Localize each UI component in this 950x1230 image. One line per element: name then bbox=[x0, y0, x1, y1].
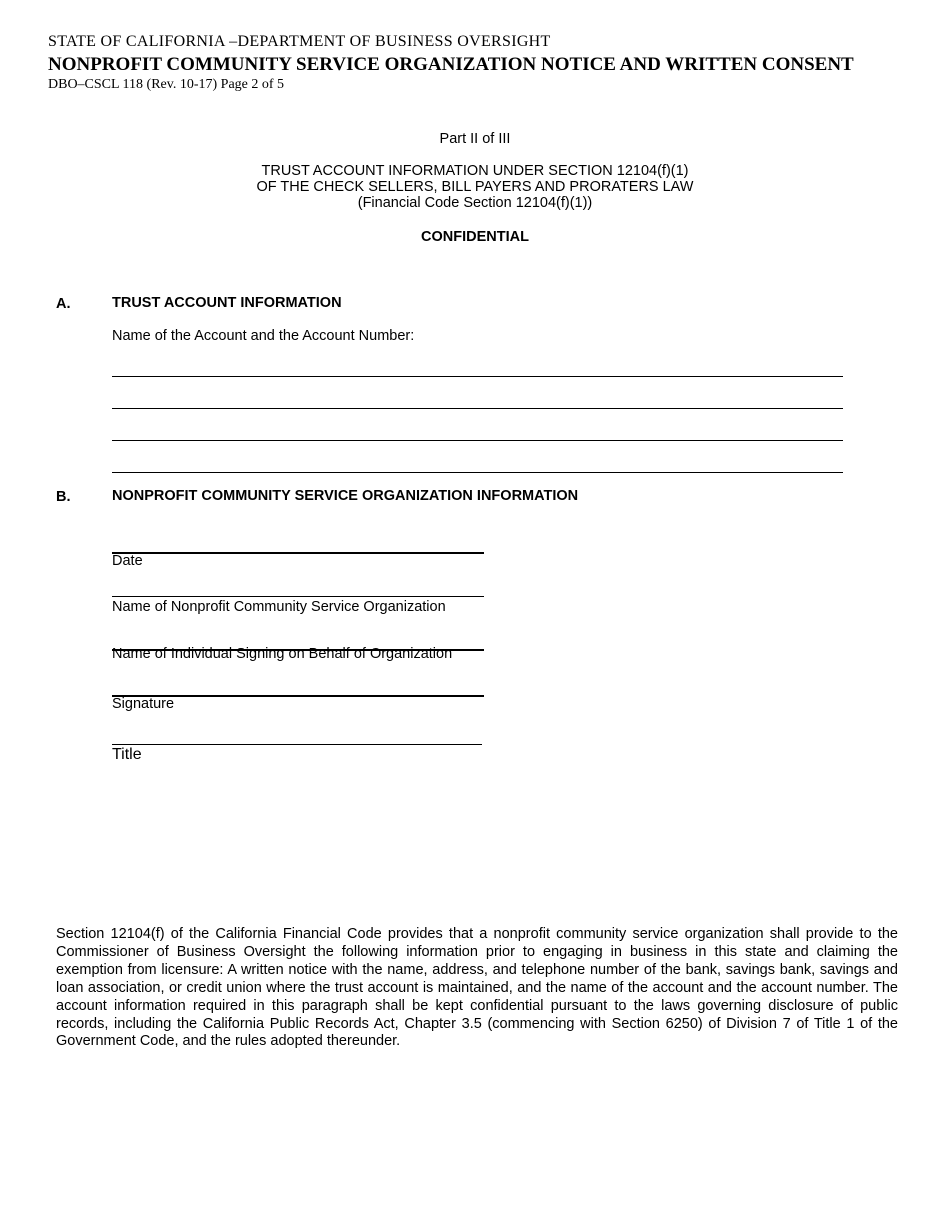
title-label: Title bbox=[112, 746, 142, 763]
heading-line-3: (Financial Code Section 12104(f)(1)) bbox=[357, 195, 593, 211]
signature-label: Signature bbox=[112, 696, 175, 712]
org-name-label: Name of Nonprofit Community Service Organization bbox=[112, 599, 446, 615]
heading-line-1: TRUST ACCOUNT INFORMATION UNDER SECTION 12104(f)(1) bbox=[261, 163, 689, 179]
org-name-line[interactable] bbox=[112, 596, 484, 597]
section-a-title: TRUST ACCOUNT INFORMATION bbox=[112, 295, 342, 311]
date-line[interactable] bbox=[112, 552, 484, 554]
form-title: NONPROFIT COMMUNITY SERVICE ORGANIZATION NOTICE AND WRITTEN CONSENT bbox=[48, 54, 854, 75]
title-line[interactable] bbox=[112, 744, 482, 745]
confidential-label: CONFIDENTIAL bbox=[421, 229, 529, 245]
account-line-3[interactable] bbox=[112, 440, 843, 441]
section-b-letter: B. bbox=[56, 489, 71, 505]
account-line-2[interactable] bbox=[112, 408, 843, 409]
section-a-letter: A. bbox=[56, 296, 71, 312]
statute-paragraph: Section 12104(f) of the California Financial Code provides that a nonprofit community service organization shall provide to the Commissioner of Business Oversight the following information prior to engaging in business in this state and claiming the exemption from licensure: A written notice with the name, address, and telephone number of the bank, savings bank, savings and loan association, or credit union where the trust account is maintained, and the name of the account and the account number. The account information required in this paragraph shall be kept confidential pursuant to the laws governing disclosure of public records, including the California Public Records Act, Chapter 3.5 (commencing with Section 6250) of Division 7 of Title 1 of the Government Code, and the rules adopted thereunder. bbox=[56, 926, 898, 1050]
section-b-title: NONPROFIT COMMUNITY SERVICE ORGANIZATION INFORMATION bbox=[112, 488, 579, 504]
account-line-1[interactable] bbox=[112, 376, 843, 377]
individual-name-label: Name of Individual Signing on Behalf of Organization bbox=[112, 646, 453, 662]
form-id: DBO–CSCL 118 (Rev. 10-17) Page 2 of 5 bbox=[48, 77, 285, 92]
account-line-4[interactable] bbox=[112, 472, 843, 473]
account-field-label: Name of the Account and the Account Number: bbox=[112, 328, 415, 344]
date-label: Date bbox=[112, 553, 143, 569]
part-label: Part II of III bbox=[439, 131, 511, 147]
heading-line-2: OF THE CHECK SELLERS, BILL PAYERS AND PRORATERS LAW bbox=[256, 179, 694, 195]
agency-header: STATE OF CALIFORNIA –DEPARTMENT OF BUSINESS OVERSIGHT bbox=[48, 33, 551, 50]
